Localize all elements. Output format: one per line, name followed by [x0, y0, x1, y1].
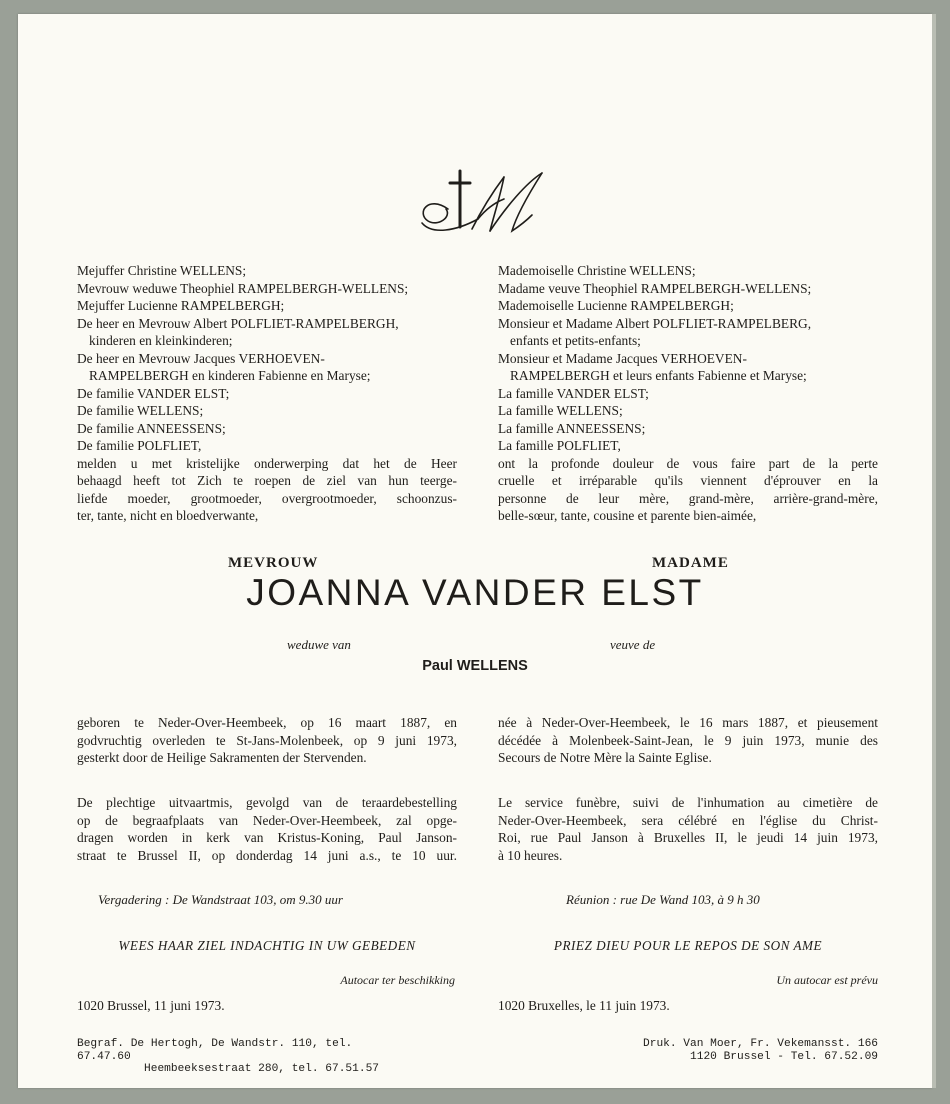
meeting-nl: Vergadering : De Wandstraat 103, om 9.30 uur — [98, 892, 343, 907]
family-line: De heer en Mevrouw Albert POLFLIET-RAMPELBERGH, — [77, 315, 399, 331]
service-line: dragen worden in kerk van Kristus-Koning, Paul Janson- — [77, 830, 457, 845]
birth-line: geboren te Neder-Over-Heembeek, op 16 maart 1887, en — [77, 715, 457, 730]
family-line: Monsieur et Madame Jacques VERHOEVEN- — [498, 350, 747, 366]
family-line: Mevrouw weduwe Theophiel RAMPELBERGH-WELLENS; — [77, 280, 409, 296]
family-line: enfants et petits-enfants; — [510, 333, 641, 348]
family-line: Monsieur et Madame Albert POLFLIET-RAMPELBERG, — [498, 315, 812, 331]
service-line: De plechtige uitvaartmis, gevolgd van de teraardebestelling — [77, 795, 457, 810]
family-line: Mademoiselle Christine WELLENS; — [498, 263, 696, 278]
family-line: De heer en Mevrouw Jacques VERHOEVEN- — [77, 350, 325, 366]
family-line: De familie ANNEESSENS; — [77, 420, 226, 436]
prayer-nl: WEES HAAR ZIEL INDACHTIG IN UW GEBEDEN — [118, 938, 416, 953]
undertaker-line: Heembeeksestraat 280, tel. 67.51.57 — [144, 1063, 379, 1075]
birth-line: née à Neder-Over-Heembeek, le 16 mars 1887, et pieusement — [498, 715, 878, 730]
family-line: La famille ANNEESSENS; — [498, 420, 646, 436]
family-line: RAMPELBERGH en kinderen Fabienne en Maryse; — [89, 368, 371, 383]
announce-line: belle-sœur, tante, cousine et parente bien-aimée, — [498, 508, 757, 523]
birth-line: godvruchtig overleden te St-Jans-Molenbeek, op 9 juni 1973, — [77, 732, 457, 748]
family-line: De familie VANDER ELST; — [77, 385, 230, 401]
printer-line: 1120 Brussel - Tel. 67.52.09 — [690, 1050, 878, 1063]
family-line: Mademoiselle Lucienne RAMPELBERGH; — [498, 298, 734, 313]
family-line: kinderen en kleinkinderen; — [89, 333, 233, 348]
title-nl: MEVROUW — [228, 555, 319, 571]
announce-line: personne de leur mère, grand-mère, arrière-grand-mère, — [498, 490, 878, 506]
family-line: RAMPELBERGH et leurs enfants Fabienne et Maryse; — [510, 368, 807, 383]
place-date-fr: 1020 Bruxelles, le 11 juin 1973. — [498, 998, 670, 1013]
service-line: op de begraafplaats van Neder-Over-Heembeek, zal opge- — [77, 812, 457, 828]
announce-line: cruelle et irréparable qu'ils viennent d'éprouver en la — [498, 473, 878, 488]
undertaker-info — [77, 1038, 379, 1076]
place-date-nl: 1020 Brussel, 11 juni 1973. — [77, 998, 225, 1013]
birth-death-fr — [498, 714, 878, 767]
birth-line: gesterkt door de Heilige Sakramenten der Stervenden. — [77, 750, 367, 765]
birth-line: Secours de Notre Mère la Sainte Eglise. — [498, 750, 712, 765]
announce-line: behaagd heeft tot Zich te roepen de ziel van hun teerge- — [77, 473, 457, 488]
printer-info — [628, 1038, 878, 1063]
family-line: De familie WELLENS; — [77, 403, 204, 418]
family-list-nl — [77, 262, 457, 525]
service-nl — [77, 794, 457, 864]
service-line: Neder-Over-Heembeek, sera célébré en l'église du Christ- — [498, 812, 878, 828]
undertaker-line: Begraf. De Hertogh, De Wandstr. 110, tel. 67.47.60 — [77, 1038, 353, 1063]
prayer-fr: PRIEZ DIEU POUR LE REPOS DE SON AME — [553, 938, 823, 953]
announce-line: liefde moeder, grootmoeder, overgrootmoeder, schoonzus- — [77, 490, 457, 506]
service-line: straat te Brussel II, op donderdag 14 juni a.s., te 10 uur. — [77, 847, 457, 863]
meeting-fr: Réunion : rue De Wand 103, à 9 h 30 — [566, 892, 760, 907]
service-line: à 10 heures. — [498, 847, 563, 863]
family-line: Mejuffer Lucienne RAMPELBERGH; — [77, 298, 285, 313]
card-edge — [932, 14, 936, 1088]
widow-of-nl: weduwe van — [287, 637, 351, 652]
autocar-nl: Autocar ter beschikking — [340, 973, 455, 987]
autocar-fr: Un autocar est prévu — [776, 973, 878, 987]
family-line: La famille WELLENS; — [498, 403, 623, 418]
widow-of-fr: veuve de — [610, 637, 656, 652]
deceased-name: JOANNA VANDER ELST — [246, 572, 704, 613]
family-line: Mejuffer Christine WELLENS; — [77, 263, 247, 278]
service-line: Le service funèbre, suivi de l'inhumation au cimetière de — [498, 795, 878, 810]
birth-line: décédée à Molenbeek-Saint-Jean, le 9 juin 1973, munie des — [498, 732, 878, 748]
announce-line: melden u met kristelijke onderwerping dat het de Heer — [77, 455, 457, 471]
printer-line: Druk. Van Moer, Fr. Vekemansst. 166 — [643, 1038, 878, 1050]
birth-death-nl — [77, 714, 457, 767]
cross-monogram-icon — [408, 165, 548, 245]
announce-line: ont la profonde douleur de vous faire part de la perte — [498, 455, 878, 471]
title-fr: MADAME — [652, 555, 729, 571]
service-fr — [498, 794, 878, 864]
family-list-fr — [498, 262, 878, 525]
announce-line: ter, tante, nicht en bloedverwante, — [77, 508, 259, 523]
family-line: La famille POLFLIET, — [498, 438, 621, 453]
service-line: Roi, rue Paul Janson à Bruxelles II, le jeudi 14 juin 1973, — [498, 830, 878, 845]
family-line: Madame veuve Theophiel RAMPELBERGH-WELLENS; — [498, 280, 812, 296]
husband-name: Paul WELLENS — [422, 658, 528, 674]
family-line: De familie POLFLIET, — [77, 438, 202, 453]
family-line: La famille VANDER ELST; — [498, 385, 649, 401]
